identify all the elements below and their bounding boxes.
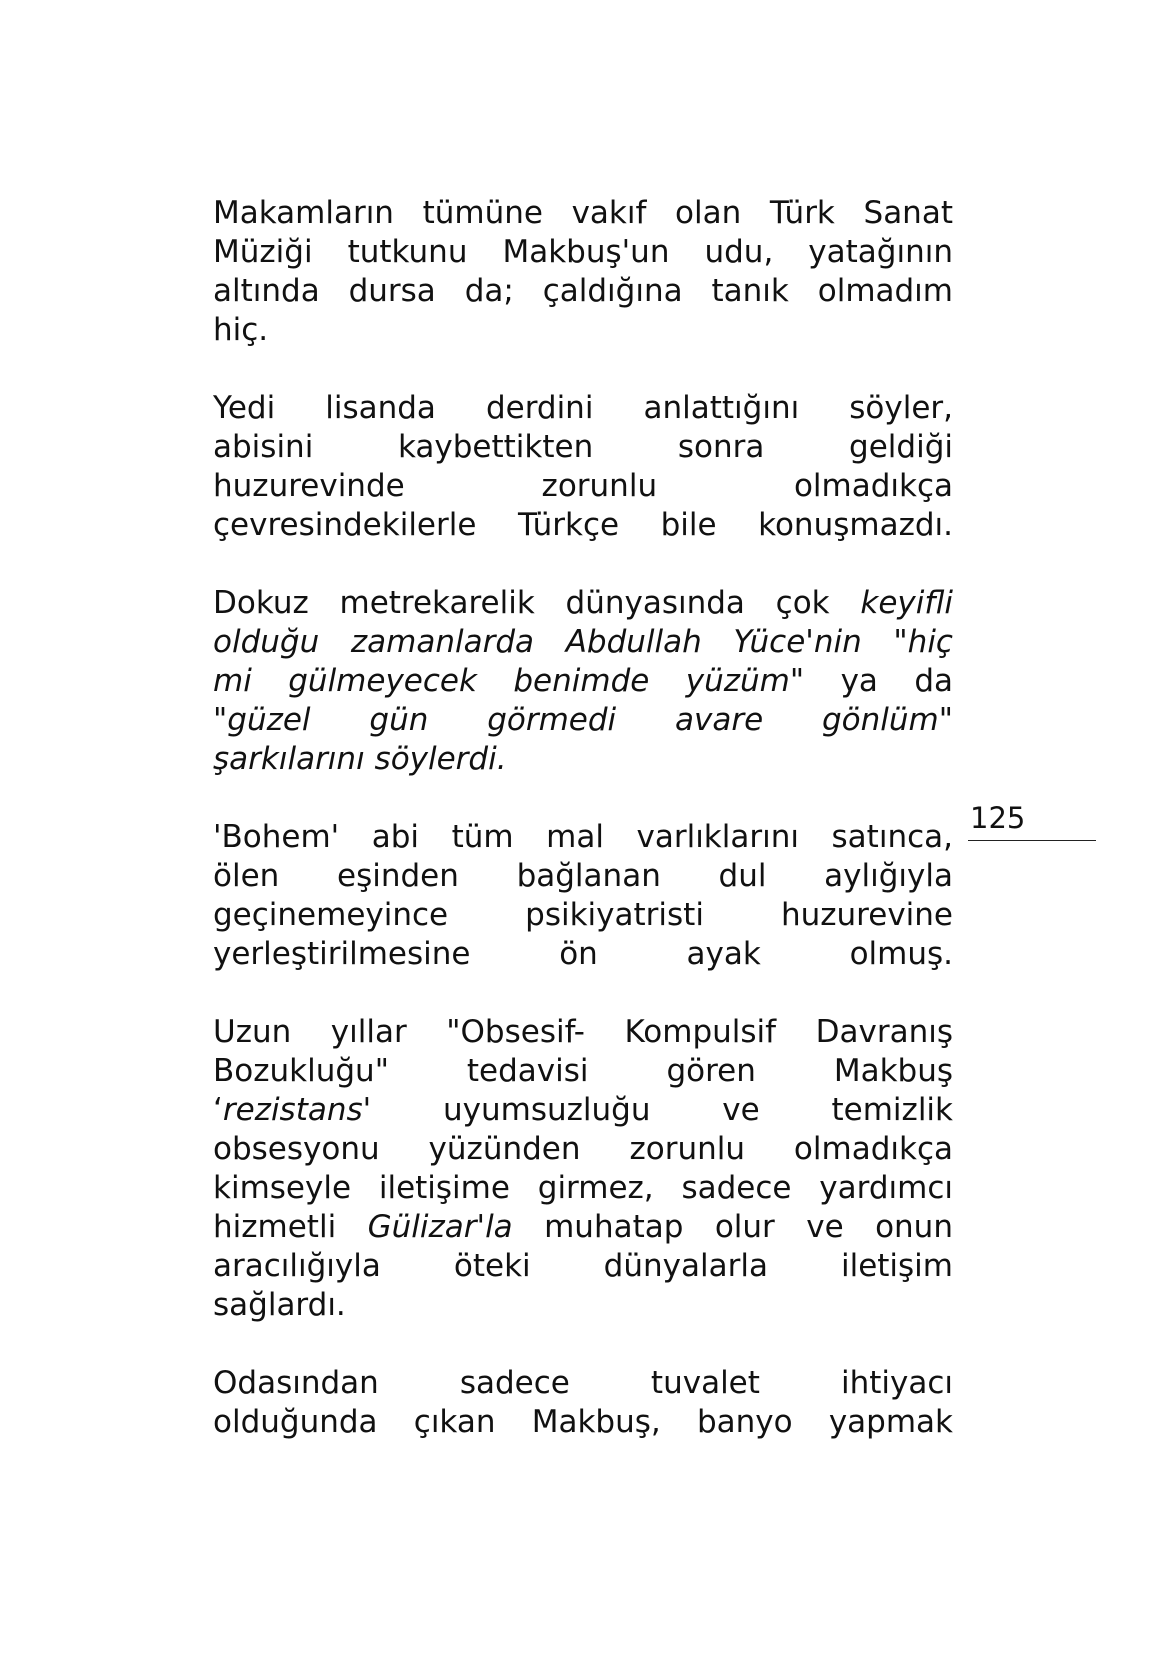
italic-text: olduğu zamanlarda Abdullah Yüce	[213, 624, 806, 660]
text-segment: geçinemeyince psikiyatristi huzurevine	[213, 897, 953, 933]
italic-text: hiç	[907, 624, 953, 660]
text-line	[213, 233, 953, 272]
paragraph	[213, 1013, 953, 1325]
text-line	[213, 1364, 953, 1403]
text-segment: '	[476, 1209, 486, 1245]
text-segment: "	[938, 702, 953, 738]
text-line	[213, 1169, 953, 1208]
text-line	[213, 818, 953, 857]
text-line	[213, 1052, 953, 1091]
text-segment: yerleştirilmesine ön ayak olmuş.	[213, 936, 953, 972]
text-line	[213, 1013, 953, 1052]
italic-text: rezistans	[222, 1092, 363, 1128]
text-line	[213, 896, 953, 935]
text-segment: Yedi lisanda derdini anlattığını söyler,	[213, 390, 953, 426]
paragraph	[213, 194, 953, 350]
page-number-rule	[968, 840, 1096, 841]
text-segment: aracılığıyla öteki dünyalarla iletişim	[213, 1248, 953, 1284]
italic-text: mi gülmeyecek benimde yüzüm	[213, 663, 790, 699]
text-segment: ölen eşinden bağlanan dul aylığıyla	[213, 858, 953, 894]
text-line	[213, 311, 953, 350]
text-segment: '	[805, 624, 814, 660]
text-segment: altında dursa da; çaldığına tanık olmadım	[213, 273, 953, 309]
text-line	[213, 623, 953, 662]
text-segment: " ya da	[789, 663, 954, 699]
text-segment: Makamların tümüne vakıf olan Türk Sanat	[213, 195, 953, 231]
text-segment: "	[213, 702, 228, 738]
text-segment: hizmetli	[213, 1209, 368, 1245]
text-line	[213, 1091, 953, 1130]
text-line	[213, 272, 953, 311]
text-segment: Müziği tutkunu Makbuş'un udu, yatağının	[213, 234, 953, 270]
text-segment: çevresindekilerle Türkçe bile konuşmazdı.	[213, 507, 953, 543]
text-line	[213, 1247, 953, 1286]
text-segment: "	[861, 624, 908, 660]
page-number: 125	[970, 801, 1026, 835]
text-line	[213, 1286, 953, 1325]
italic-text: la	[485, 1209, 513, 1245]
italic-text: güzel gün görmedi avare gönlüm	[227, 702, 939, 738]
text-line	[213, 428, 953, 467]
text-segment: Dokuz metrekarelik dünyasında çok	[213, 585, 861, 621]
text-segment: huzurevinde zorunlu olmadıkça	[213, 468, 953, 504]
text-line	[213, 467, 953, 506]
text-segment: hiç.	[213, 312, 269, 348]
text-line	[213, 701, 953, 740]
text-segment: ' uyumsuzluğu ve temizlik	[362, 1092, 953, 1128]
text-segment: ‘	[213, 1092, 223, 1128]
text-line	[213, 1130, 953, 1169]
italic-text: Gülizar	[367, 1209, 477, 1245]
text-segment: abisini kaybettikten sonra geldiği	[213, 429, 953, 465]
text-segment: Uzun yıllar "Obsesif- Kompulsif Davranış	[213, 1014, 953, 1050]
body-text	[213, 194, 953, 1481]
paragraph	[213, 1364, 953, 1442]
text-line	[213, 935, 953, 974]
text-line	[213, 584, 953, 623]
text-line	[213, 1208, 953, 1247]
italic-text: nin	[813, 624, 862, 660]
text-line	[213, 389, 953, 428]
text-segment: olduğunda çıkan Makbuş, banyo yapmak	[213, 1404, 953, 1440]
text-segment: Bozukluğu" tedavisi gören Makbuş	[213, 1053, 953, 1089]
text-segment: obsesyonu yüzünden zorunlu olmadıkça	[213, 1131, 953, 1167]
text-line	[213, 740, 953, 779]
text-segment: sağlardı.	[213, 1287, 346, 1323]
text-segment: muhatap olur ve onun	[512, 1209, 953, 1245]
text-segment: Odasından sadece tuvalet ihtiyacı	[213, 1365, 953, 1401]
italic-text: keyifli	[860, 585, 953, 621]
text-line	[213, 506, 953, 545]
paragraph	[213, 584, 953, 779]
paragraph	[213, 818, 953, 974]
italic-text: şarkılarını söylerdi.	[213, 741, 507, 777]
text-line	[213, 662, 953, 701]
text-line	[213, 194, 953, 233]
text-segment: 'Bohem' abi tüm mal varlıklarını satınca,	[213, 819, 953, 855]
text-line	[213, 857, 953, 896]
text-line	[213, 1403, 953, 1442]
text-segment: kimseyle iletişime girmez, sadece yardımcı	[213, 1170, 953, 1206]
paragraph	[213, 389, 953, 545]
